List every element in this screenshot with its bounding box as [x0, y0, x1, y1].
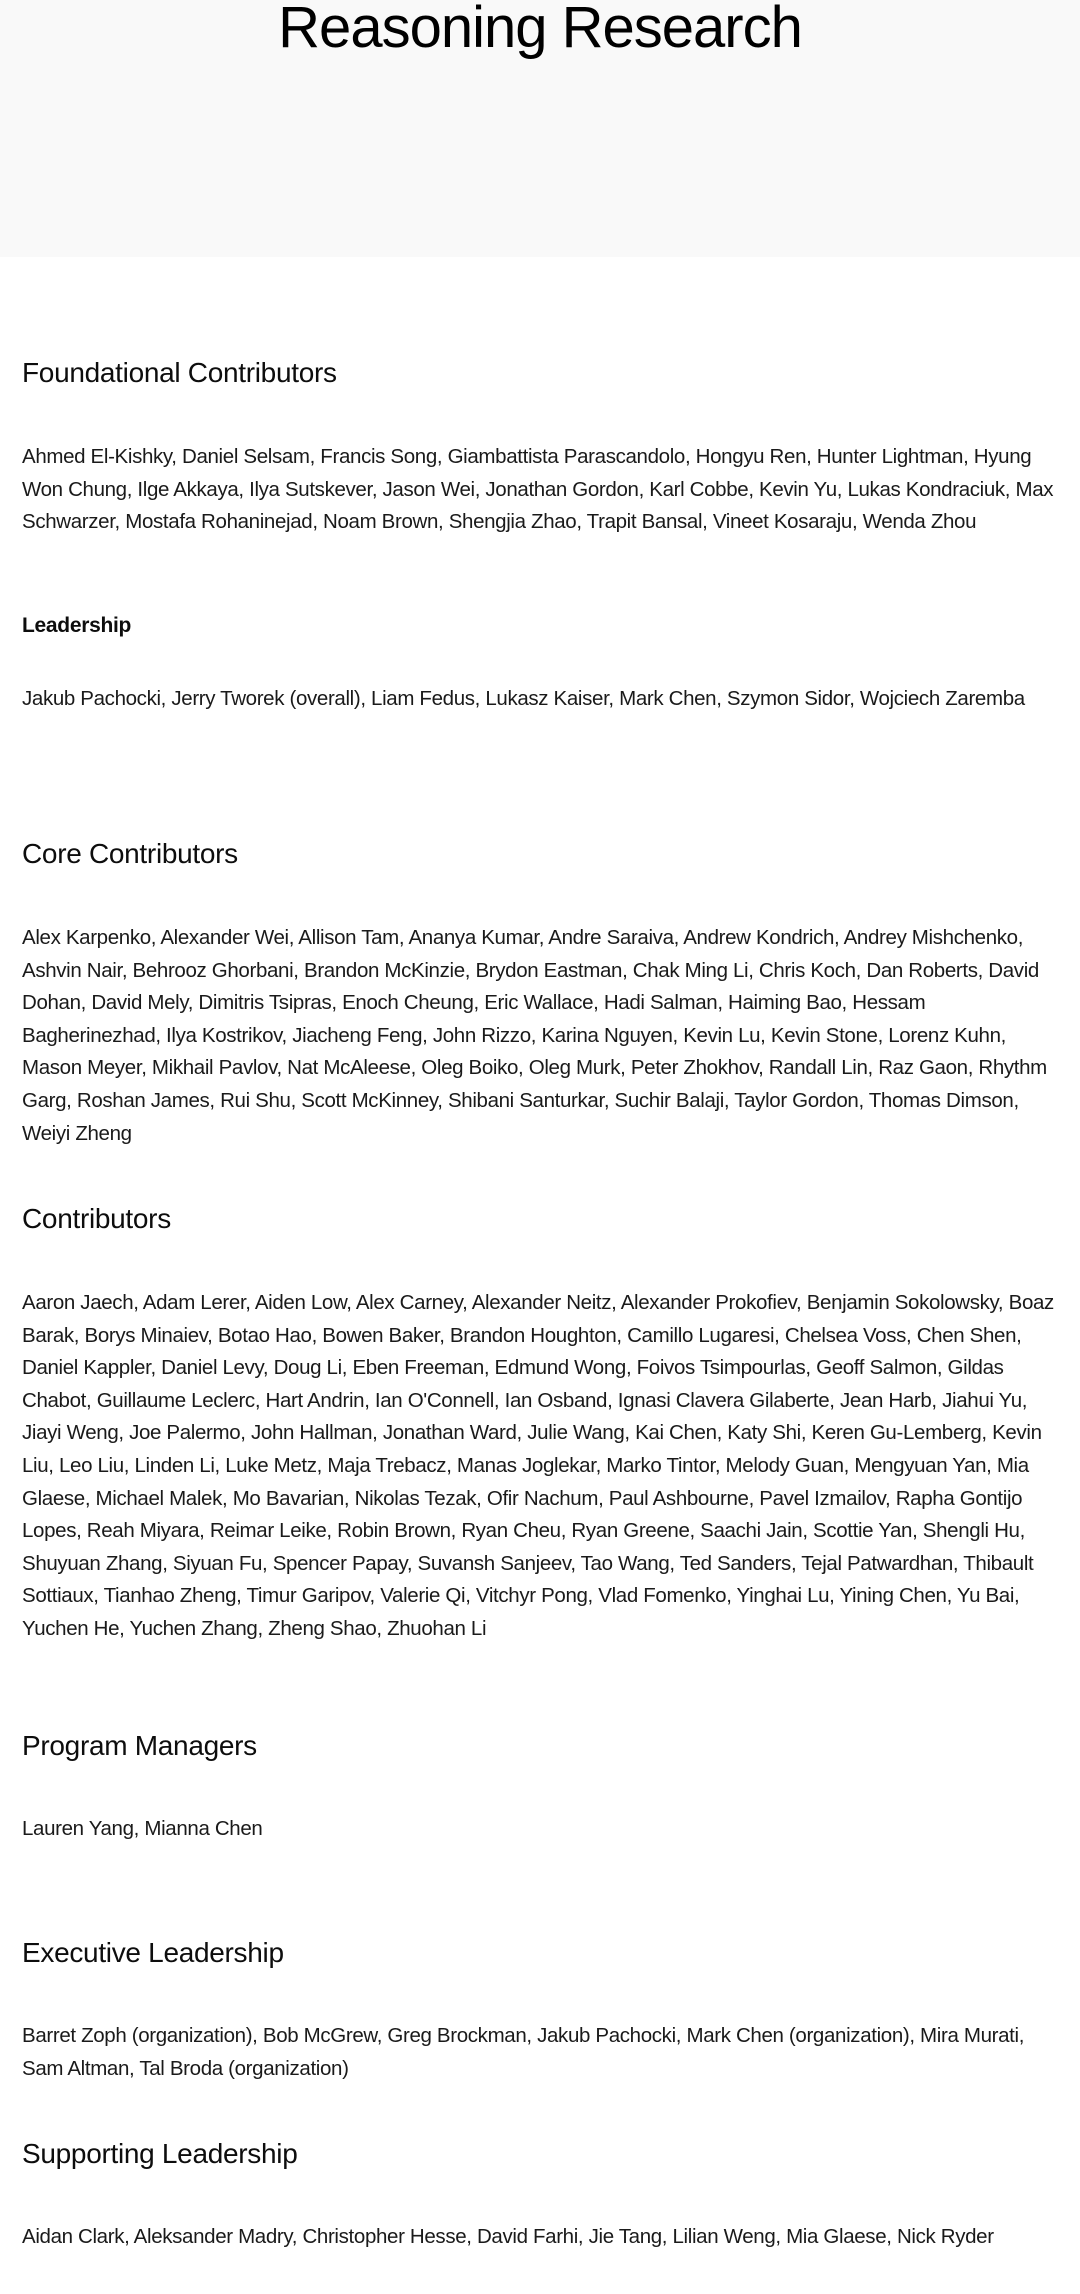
section-heading: Core Contributors	[22, 838, 238, 869]
section-heading: Program Managers	[22, 1730, 257, 1761]
section-heading: Supporting Leadership	[22, 2138, 298, 2169]
names-list: Aaron Jaech, Adam Lerer, Aiden Low, Alex Carney, Alexander Neitz, Alexander Prokofiev, Benjamin Sokolowsky, Boaz Barak, Borys Minaiev, Botao Hao, Bowen Baker, Brandon Houghton, Camillo Lugaresi, Chelsea Voss, Chen Shen, Daniel Kappler, Daniel Levy, Doug Li, Eben Freeman, Edmund Wong, Foivos Tsimpourlas, Geoff Salmon, Gildas Chabot, Guillaume Leclerc, Hart Andrin, Ian O'Connell, Ian Osband, Ignasi Clavera Gilaberte, Jean Harb, Jiahui Yu, Jiayi Weng, Joe Palermo, John Hallman, Jonathan Ward, Julie Wang, Kai Chen, Katy Shi, Keren Gu-Lemberg, Kevin Liu, Leo Liu, Linden Li, Luke Metz, Maja Trebacz, Manas Joglekar, Marko Tintor, Melody Guan, Mengyuan Yan, Mia Glaese, Michael Malek, Mo Bavarian, Nikolas Tezak, Ofir Nachum, Paul Ashbourne, Pavel Izmailov, Rapha Gontijo Lopes, Reah Miyara, Reimar Leike, Robin Brown, Ryan Cheu, Ryan Greene, Saachi Jain, Scottie Yan, Shengli Hu, Shuyuan Zhang, Siyuan Fu, Spencer Papay, Suvansh Sanjeev, Tao Wang, Ted Sanders, Tejal Patwardhan, Thibault Sottiaux, Tianhao Zheng, Timur Garipov, Valerie Qi, Vitchyr Pong, Vlad Fomenko, Yinghai Lu, Yining Chen, Yu Bai, Yuchen He, Yuchen Zhang, Zheng Shao, Zhuohan Li	[22, 1291, 1054, 1640]
section-heading: Foundational Contributors	[22, 357, 337, 388]
names-list: Alex Karpenko, Alexander Wei, Allison Tam, Ananya Kumar, Andre Saraiva, Andrew Kondrich, Andrey Mishchenko, Ashvin Nair, Behrooz Ghorbani, Brandon McKinzie, Brydon Eastman, Chak Ming Li, Chris Koch, Dan Roberts, David Dohan, David Mely, Dimitris Tsipras, Enoch Cheung, Eric Wallace, Hadi Salman, Haiming Bao, Hessam Bagherinezhad, Ilya Kostrikov, Jiacheng Feng, John Rizzo, Karina Nguyen, Kevin Lu, Kevin Stone, Lorenz Kuhn, Mason Meyer, Mikhail Pavlov, Nat McAleese, Oleg Boiko, Oleg Murk, Peter Zhokhov, Randall Lin, Raz Gaon, Rhythm Garg, Roshan James, Rui Shu, Scott McKinney, Shibani Santurkar, Suchir Balaji, Taylor Gordon, Thomas Dimson, Weiyi Zheng	[22, 926, 1047, 1145]
names-list: Ahmed El-Kishky, Daniel Selsam, Francis Song, Giambattista Parascandolo, Hongyu Ren, Hunter Lightman, Hyung Won Chung, Ilge Akkaya, Ilya Sutskever, Jason Wei, Jonathan Gordon, Karl Cobbe, Kevin Yu, Lukas Kondraciuk, Max Schwarzer, Mostafa Rohaninejad, Noam Brown, Shengjia Zhao, Trapit Bansal, Vineet Kosaraju, Wenda Zhou	[22, 445, 1054, 534]
hero-banner	[0, 0, 1080, 257]
names-list: Aidan Clark, Aleksander Madry, Christopher Hesse, David Farhi, Jie Tang, Lilian Weng, Mia Glaese, Nick Ryder	[22, 2225, 994, 2248]
page-title: Reasoning Research	[278, 0, 802, 60]
sub-heading: Leadership	[22, 614, 132, 637]
section-heading: Contributors	[22, 1203, 171, 1234]
section-heading: Executive Leadership	[22, 1937, 284, 1968]
names-list: Lauren Yang, Mianna Chen	[22, 1817, 263, 1840]
names-list: Barret Zoph (organization), Bob McGrew, Greg Brockman, Jakub Pachocki, Mark Chen (organization), Mira Murati, Sam Altman, Tal Broda (organization)	[22, 2024, 1025, 2080]
names-list: Jakub Pachocki, Jerry Tworek (overall), Liam Fedus, Lukasz Kaiser, Mark Chen, Szymon Sidor, Wojciech Zaremba	[22, 687, 1025, 710]
